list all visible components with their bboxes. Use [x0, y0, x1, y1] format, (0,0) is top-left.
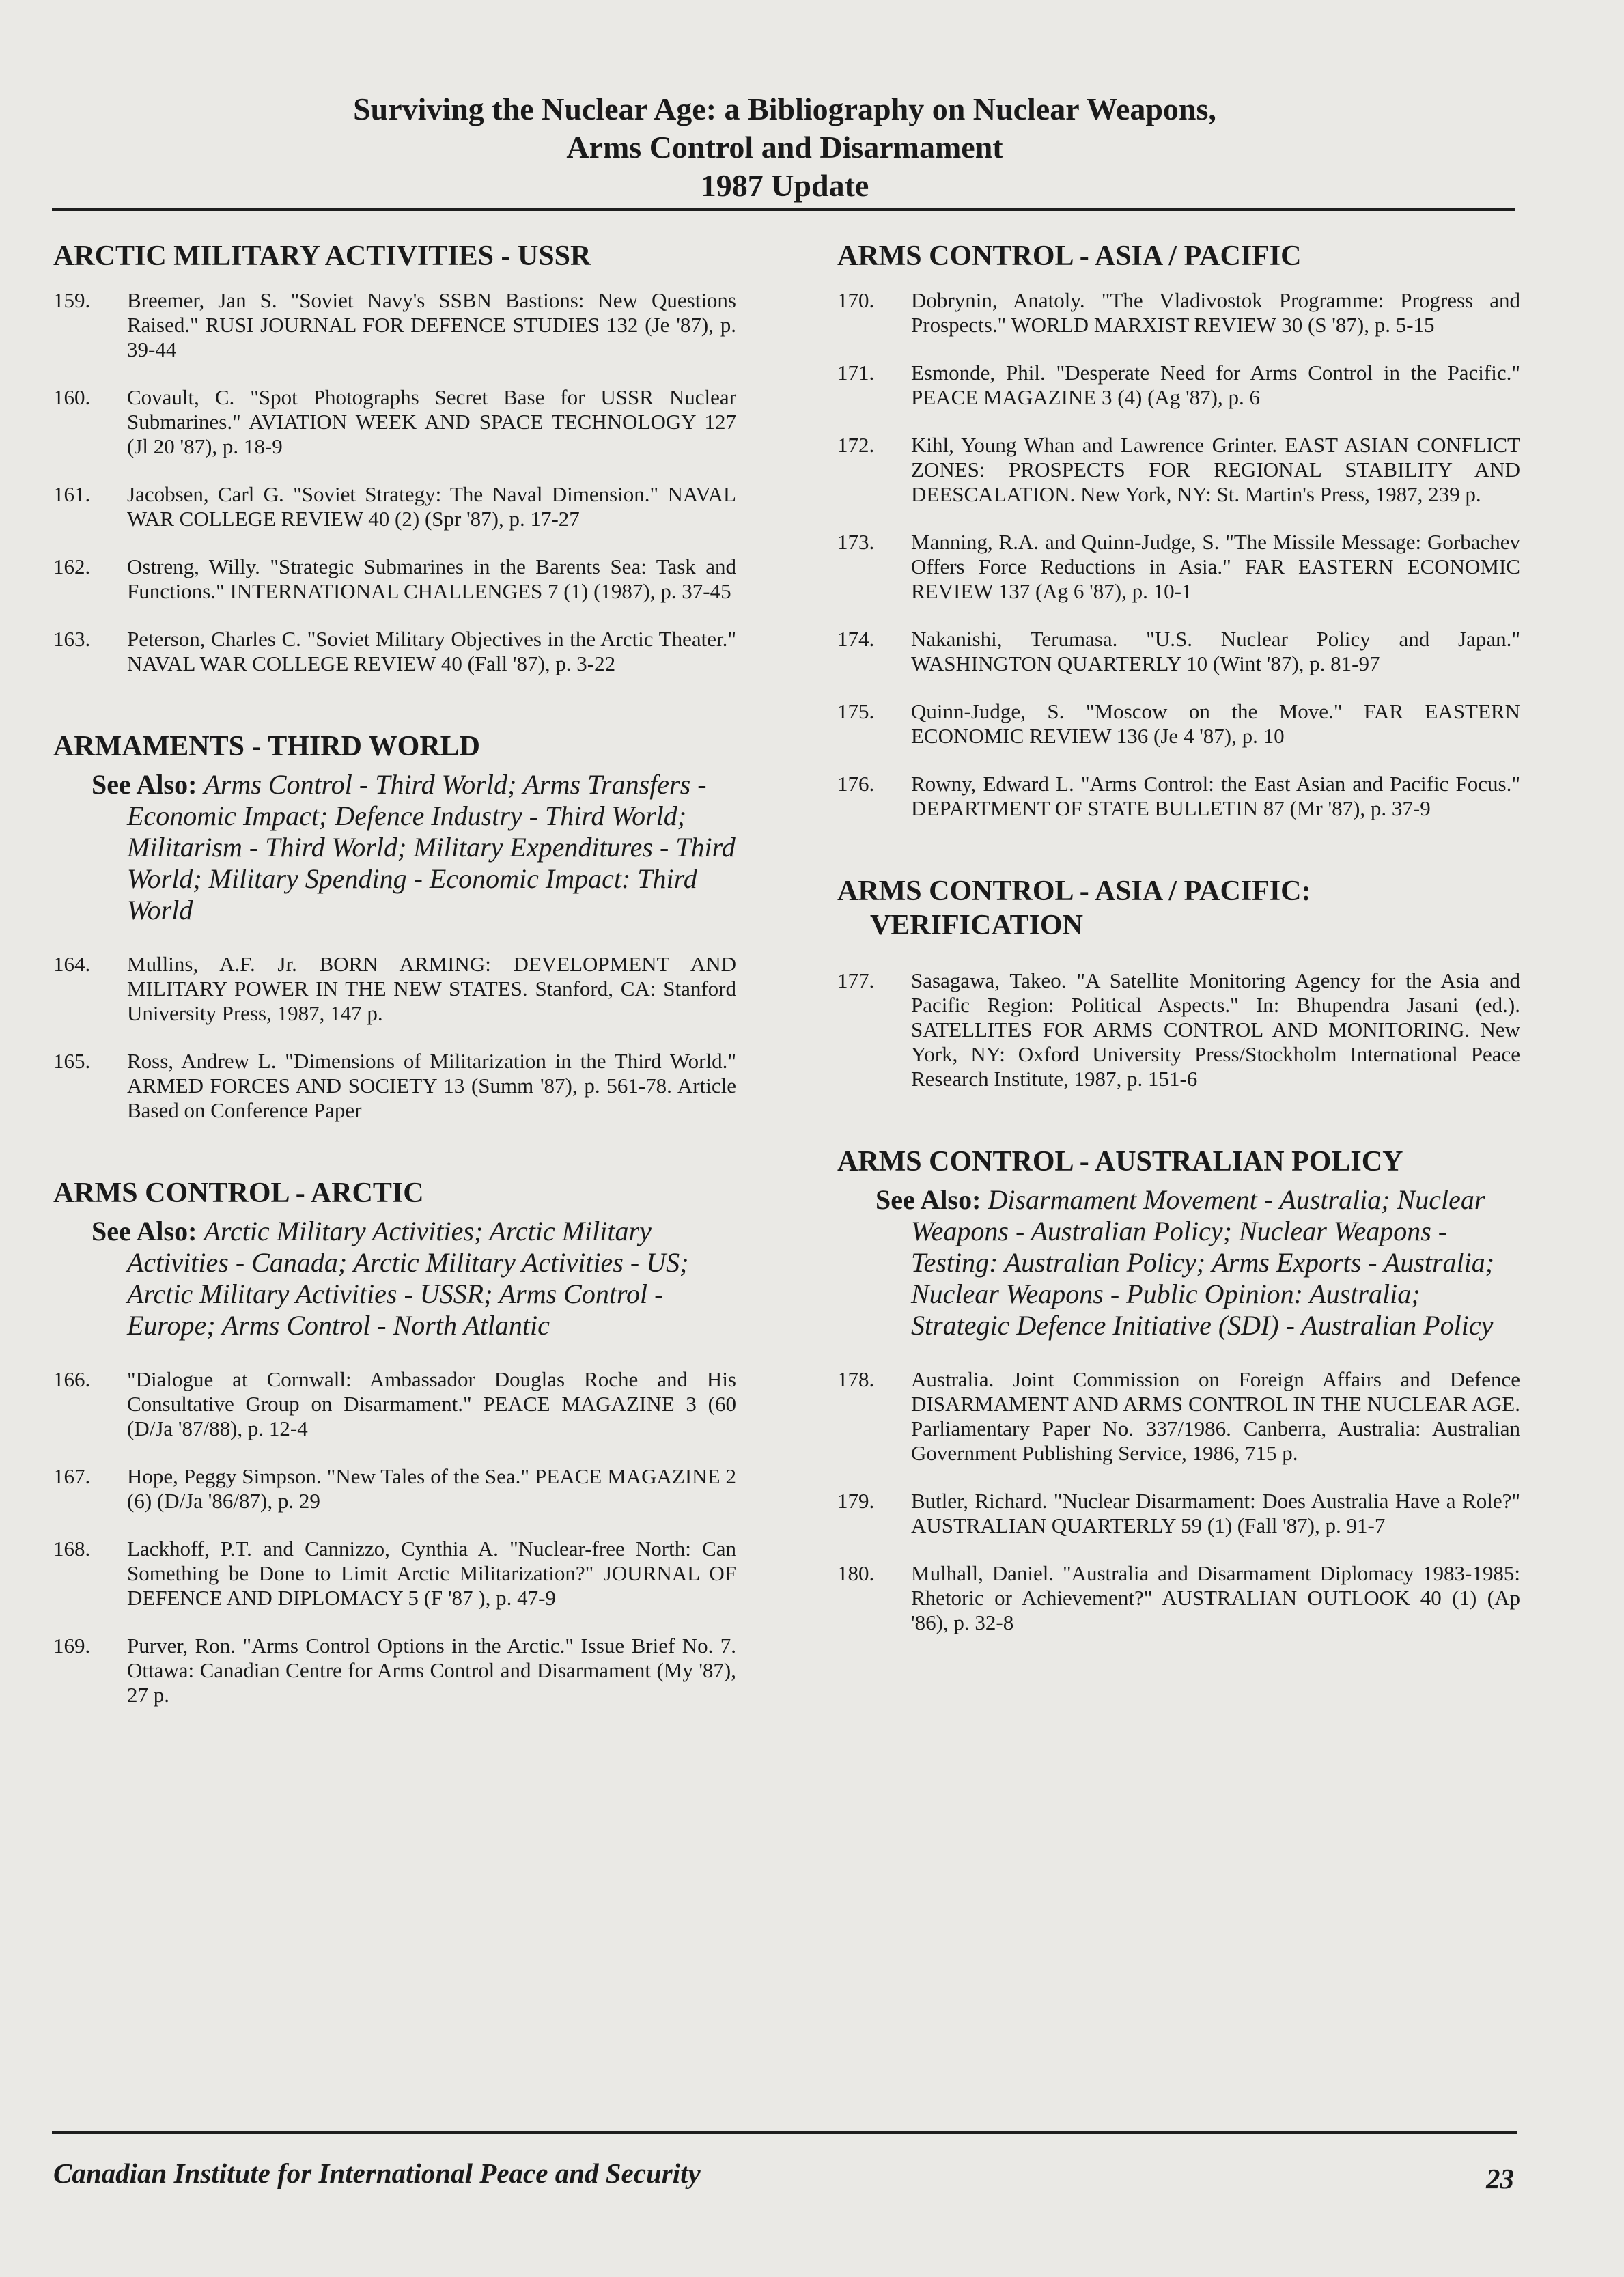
title-line-2: Arms Control and Disarmament	[566, 130, 1003, 165]
entry-number: 170.	[837, 288, 875, 312]
entry-number: 167.	[53, 1464, 91, 1488]
entry-number: 166.	[53, 1367, 91, 1391]
entry-text: Butler, Richard. "Nuclear Disarmament: Does Australia Have a Role?" AUSTRALIAN QUARTERLY 59 (1) (Fall '87), p. 91-7	[911, 1489, 1520, 1537]
entry-number: 178.	[837, 1367, 875, 1391]
entry-text: Ross, Andrew L. "Dimensions of Militarization in the Third World." ARMED FORCES AND SOCIETY 13 (Summ '87), p. 561-78. Article Based on Conference Paper	[127, 1049, 736, 1122]
see-also-label: See Also:	[876, 1184, 981, 1215]
entry-text: Kihl, Young Whan and Lawrence Grinter. EAST ASIAN CONFLICT ZONES: PROSPECTS FOR REGIONAL STABILITY AND DEESCALATION. New York, NY: St. Martin's Press, 1987, 239 p.	[911, 433, 1520, 506]
right-column	[837, 239, 1520, 1658]
see-also	[837, 1184, 1520, 1341]
bibliography-entry	[53, 1537, 736, 1610]
entry-number: 163.	[53, 627, 91, 651]
see-also-text: Disarmament Movement - Australia; Nuclear Weapons - Australian Policy; Nuclear Weapons - Testing: Australian Policy; Arms Exports - Australia; Nuclear Weapons - Public Opinion: Australia; Strategic Defence Initiative (SDI) - Australian Policy	[911, 1184, 1495, 1341]
entry-text: Australia. Joint Commission on Foreign Affairs and Defence DISARMAMENT AND ARMS CONTROL IN THE NUCLEAR AGE. Parliamentary Paper No. 337/1986. Canberra, Australia: Australian Government Publishing Service, 1986, 715 p.	[911, 1367, 1520, 1465]
entry-text: Purver, Ron. "Arms Control Options in the Arctic." Issue Brief No. 7. Ottawa: Canadian Centre for Arms Control and Disarmament (My '87), 27 p.	[127, 1634, 736, 1707]
bibliography-entry	[53, 952, 736, 1026]
section-heading: ARMAMENTS - THIRD WORLD	[53, 731, 480, 762]
section-heading: ARMS CONTROL - ARCTIC	[53, 1177, 424, 1209]
bibliography-entry	[837, 530, 1520, 604]
see-also	[53, 1216, 736, 1341]
entry-text: "Dialogue at Cornwall: Ambassador Douglas Roche and His Consultative Group on Disarmament." PEACE MAGAZINE 3 (60 (D/Ja '87/88), p. 12-4	[127, 1367, 736, 1440]
entry-text: Dobrynin, Anatoly. "The Vladivostok Programme: Progress and Prospects." WORLD MARXIST REVIEW 30 (S '87), p. 5-15	[911, 288, 1520, 337]
entry-text: Nakanishi, Terumasa. "U.S. Nuclear Policy and Japan." WASHINGTON QUARTERLY 10 (Wint '87), p. 81-97	[911, 627, 1520, 675]
see-also-text: Arctic Military Activities; Arctic Military Activities - Canada; Arctic Military Activities - US; Arctic Military Activities - USSR; Arms Control - Europe; Arms Control - North Atlantic	[127, 1216, 689, 1341]
section-heading: ARMS CONTROL - AUSTRALIAN POLICY	[837, 1146, 1403, 1177]
entry-text: Ostreng, Willy. "Strategic Submarines in the Barents Sea: Task and Functions." INTERNATIONAL CHALLENGES 7 (1) (1987), p. 37-45	[127, 555, 736, 603]
bibliography-entry	[53, 1367, 736, 1441]
entry-number: 168.	[53, 1537, 91, 1561]
bibliography-entry	[53, 1464, 736, 1513]
entry-number: 173.	[837, 530, 875, 554]
entry-number: 179.	[837, 1489, 875, 1513]
bibliography-entry	[53, 627, 736, 676]
entry-text: Hope, Peggy Simpson. "New Tales of the Sea." PEACE MAGAZINE 2 (6) (D/Ja '86/87), p. 29	[127, 1464, 736, 1513]
see-also	[53, 769, 736, 926]
entry-text: Peterson, Charles C. "Soviet Military Objectives in the Arctic Theater." NAVAL WAR COLLEGE REVIEW 40 (Fall '87), p. 3-22	[127, 627, 736, 675]
section-heading: ARCTIC MILITARY ACTIVITIES - USSR	[53, 240, 591, 272]
entry-number: 176.	[837, 772, 875, 796]
top-divider	[52, 208, 1515, 211]
see-also-text: Arms Control - Third World; Arms Transfers - Economic Impact; Defence Industry - Third World; Militarism - Third World; Military Expenditures - Third World; Military Spending - Economic Impact: Third World	[127, 769, 736, 925]
bibliography-entry	[53, 555, 736, 604]
bibliography-entry	[837, 627, 1520, 676]
title-line-1: Surviving the Nuclear Age: a Bibliography on Nuclear Weapons,	[353, 92, 1216, 126]
section-heading-line-2: VERIFICATION	[870, 910, 1083, 941]
section-heading	[837, 874, 1520, 942]
entry-number: 160.	[53, 385, 91, 409]
bibliography-entry	[53, 288, 736, 362]
bibliography-entry	[53, 1634, 736, 1707]
bibliography-entry	[837, 288, 1520, 337]
entry-number: 180.	[837, 1561, 875, 1585]
footer-institute: Canadian Institute for International Peace and Security	[53, 2157, 701, 2189]
entry-number: 171.	[837, 361, 875, 385]
title-line-3: 1987 Update	[700, 168, 869, 203]
entry-number: 162.	[53, 555, 91, 578]
entry-text: Mulhall, Daniel. "Australia and Disarmament Diplomacy 1983-1985: Rhetoric or Achievement?" AUSTRALIAN OUTLOOK 40 (1) (Ap '86), p. 32-8	[911, 1561, 1520, 1634]
bottom-divider	[52, 2131, 1517, 2134]
page-title	[55, 90, 1515, 205]
entry-number: 164.	[53, 952, 91, 976]
entry-number: 165.	[53, 1049, 91, 1073]
section-heading: ARMS CONTROL - ASIA / PACIFIC	[837, 240, 1302, 272]
see-also-label: See Also:	[92, 1216, 197, 1246]
entry-number: 175.	[837, 699, 875, 723]
entry-text: Sasagawa, Takeo. "A Satellite Monitoring Agency for the Asia and Pacific Region: Political Aspects." In: Bhupendra Jasani (ed.). SATELLITES FOR ARMS CONTROL AND MONITORING. New York, NY: Oxford University Press/Stockholm International Peace Research Institute, 1987, p. 151-6	[911, 968, 1520, 1091]
bibliography-entry	[837, 361, 1520, 410]
bibliography-entry	[837, 699, 1520, 749]
bibliography-entry	[837, 1561, 1520, 1635]
entry-number: 161.	[53, 482, 91, 506]
entry-text: Rowny, Edward L. "Arms Control: the East Asian and Pacific Focus." DEPARTMENT OF STATE BULLETIN 87 (Mr '87), p. 37-9	[911, 772, 1520, 820]
bibliography-entry	[53, 385, 736, 459]
bibliography-entry	[837, 968, 1520, 1091]
entry-number: 174.	[837, 627, 875, 651]
entry-text: Lackhoff, P.T. and Cannizzo, Cynthia A. "Nuclear-free North: Can Something be Done to Limit Arctic Militarization?" JOURNAL OF DEFENCE AND DIPLOMACY 5 (F '87 ), p. 47-9	[127, 1537, 736, 1610]
bibliography-entry	[837, 433, 1520, 507]
bibliography-entry	[53, 482, 736, 531]
entry-text: Breemer, Jan S. "Soviet Navy's SSBN Bastions: New Questions Raised." RUSI JOURNAL FOR DEFENCE STUDIES 132 (Je '87), p. 39-44	[127, 288, 736, 361]
entry-text: Covault, C. "Spot Photographs Secret Base for USSR Nuclear Submarines." AVIATION WEEK AND SPACE TECHNOLOGY 127 (Jl 20 '87), p. 18-9	[127, 385, 736, 458]
entry-number: 172.	[837, 433, 875, 457]
entry-number: 177.	[837, 968, 875, 992]
entry-text: Quinn-Judge, S. "Moscow on the Move." FAR EASTERN ECONOMIC REVIEW 136 (Je 4 '87), p. 10	[911, 699, 1520, 748]
bibliography-entry	[837, 1367, 1520, 1466]
see-also-label: See Also:	[92, 769, 197, 800]
entry-number: 169.	[53, 1634, 91, 1658]
left-column	[53, 239, 736, 1731]
entry-text: Mullins, A.F. Jr. BORN ARMING: DEVELOPMENT AND MILITARY POWER IN THE NEW STATES. Stanford, CA: Stanford University Press, 1987, 147 p.	[127, 952, 736, 1025]
bibliography-entry	[837, 1489, 1520, 1538]
entry-number: 159.	[53, 288, 91, 312]
entry-text: Esmonde, Phil. "Desperate Need for Arms Control in the Pacific." PEACE MAGAZINE 3 (4) (Ag '87), p. 6	[911, 361, 1520, 409]
bibliography-entry	[837, 772, 1520, 821]
page-number: 23	[1486, 2163, 1514, 2194]
entry-text: Manning, R.A. and Quinn-Judge, S. "The Missile Message: Gorbachev Offers Force Reductions in Asia." FAR EASTERN ECONOMIC REVIEW 137 (Ag 6 '87), p. 10-1	[911, 530, 1520, 603]
bibliography-entry	[53, 1049, 736, 1123]
section-heading-line-1: ARMS CONTROL - ASIA / PACIFIC:	[837, 876, 1311, 907]
entry-text: Jacobsen, Carl G. "Soviet Strategy: The Naval Dimension." NAVAL WAR COLLEGE REVIEW 40 (2) (Spr '87), p. 17-27	[127, 482, 736, 531]
